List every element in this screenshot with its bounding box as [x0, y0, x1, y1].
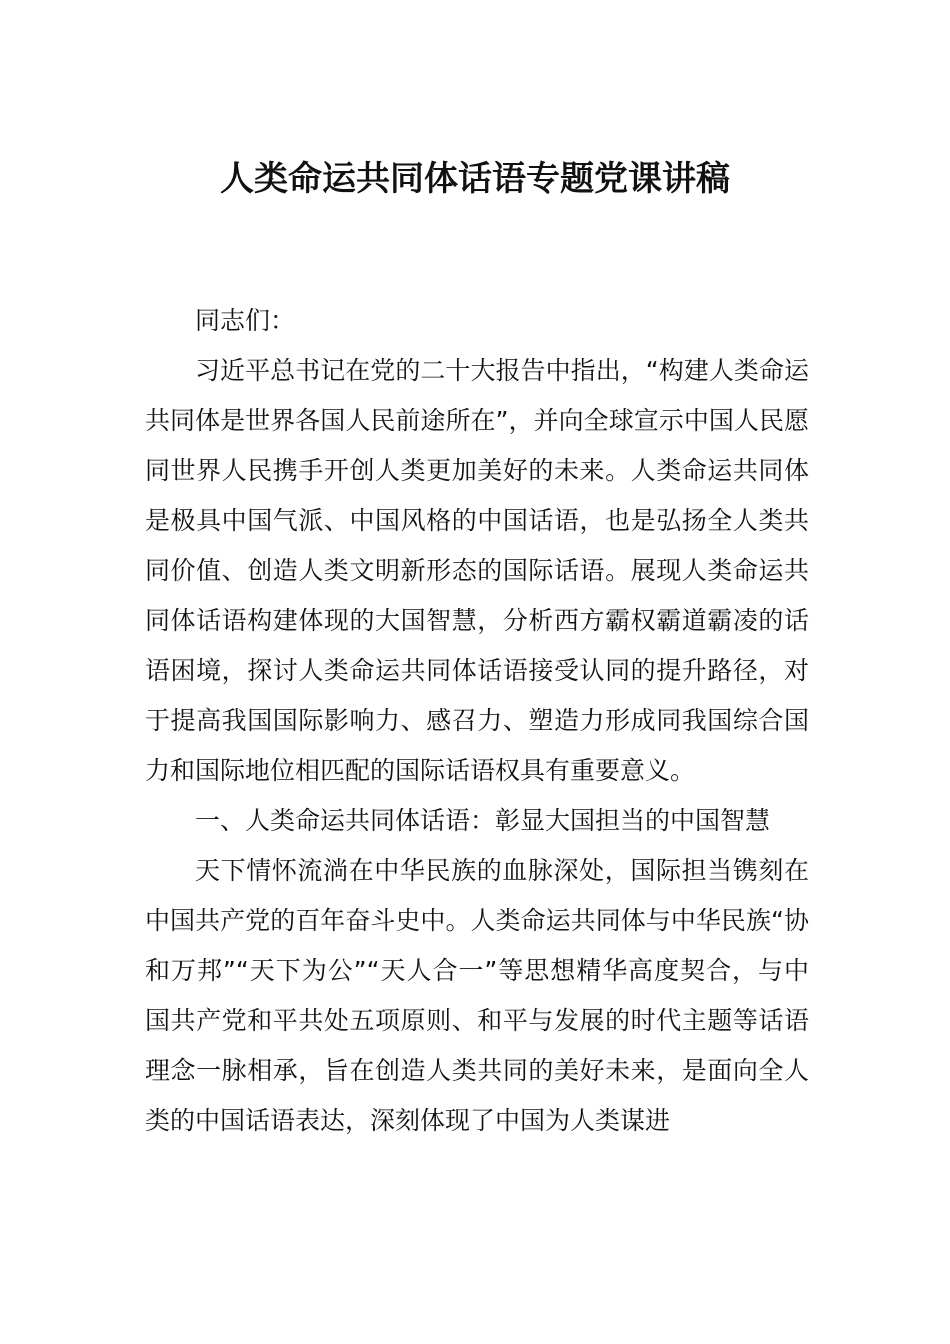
paragraph: 天下情怀流淌在中华民族的血脉深处，国际担当镌刻在中国共产党的百年奋斗史中。人类命运共同体与中华民族“协和万邦”“天下为公”“天人合一”等思想精华高度契合，与中国共产党和平共处五项原则、和平与发展的时代主题等话语理念一脉相承，旨在创造人类共同的美好未来，是面向全人类的中国话语表达，深刻体现了中国为人类谋进 [145, 856, 809, 1135]
document-body [145, 296, 809, 1146]
salutation: 同志们： [195, 306, 296, 335]
document-title: 人类命运共同体话语专题党课讲稿 [220, 159, 730, 199]
section-heading: 一、人类命运共同体话语：彰显大国担当的中国智慧 [195, 806, 771, 835]
paragraph: 习近平总书记在党的二十大报告中指出，“构建人类命运共同体是世界各国人民前途所在”，并向全球宣示中国人民愿同世界人民携手开创人类更加美好的未来。人类命运共同体是极具中国气派、中国风格的中国话语，也是弘扬全人类共同价值、创造人类文明新形态的国际话语。展现人类命运共同体话语构建体现的大国智慧，分析西方霸权霸道霸凌的话语困境，探讨人类命运共同体话语接受认同的提升路径，对于提高我国国际影响力、感召力、塑造力形成同我国综合国力和国际地位相匹配的国际话语权具有重要意义。 [145, 356, 809, 785]
